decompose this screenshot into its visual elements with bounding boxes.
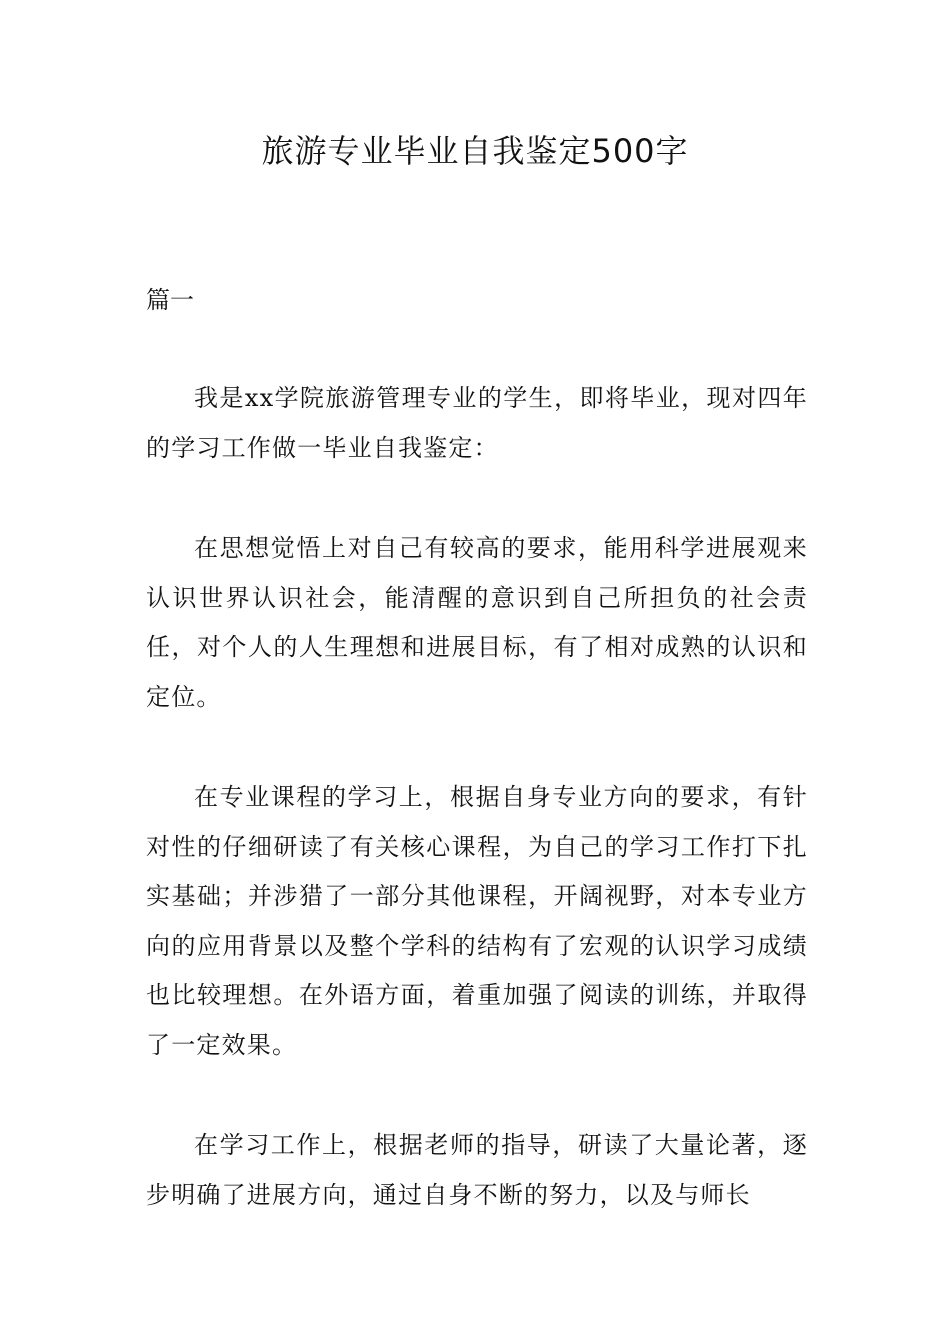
document-title: 旅游专业毕业自我鉴定500字 bbox=[261, 132, 689, 170]
paragraph-3: 在专业课程的学习上，根据自身专业方向的要求，有针对性的仔细研读了有关核心课程，为自己的学习工作打下扎实基础；并涉猎了一部分其他课程，开阔视野，对本专业方向的应用背景以及整个学科的结构有了宏观的认识学习成绩也比较理想。在外语方面，着重加强了阅读的训练，并取得了一定效果。 bbox=[146, 783, 808, 1059]
paragraph-2: 在思想觉悟上对自己有较高的要求，能用科学进展观来认识世界认识社会，能清醒的意识到自己所担负的社会责任，对个人的人生理想和进展目标，有了相对成熟的认识和定位。 bbox=[146, 534, 808, 711]
paragraph-1: 我是xx学院旅游管理专业的学生，即将毕业，现对四年的学习工作做一毕业自我鉴定： bbox=[146, 384, 808, 462]
paragraph-4: 在学习工作上，根据老师的指导，研读了大量论著，逐步明确了进展方向，通过自身不断的努力，以及与师长 bbox=[146, 1131, 808, 1209]
section-label: 篇一 bbox=[146, 286, 194, 314]
